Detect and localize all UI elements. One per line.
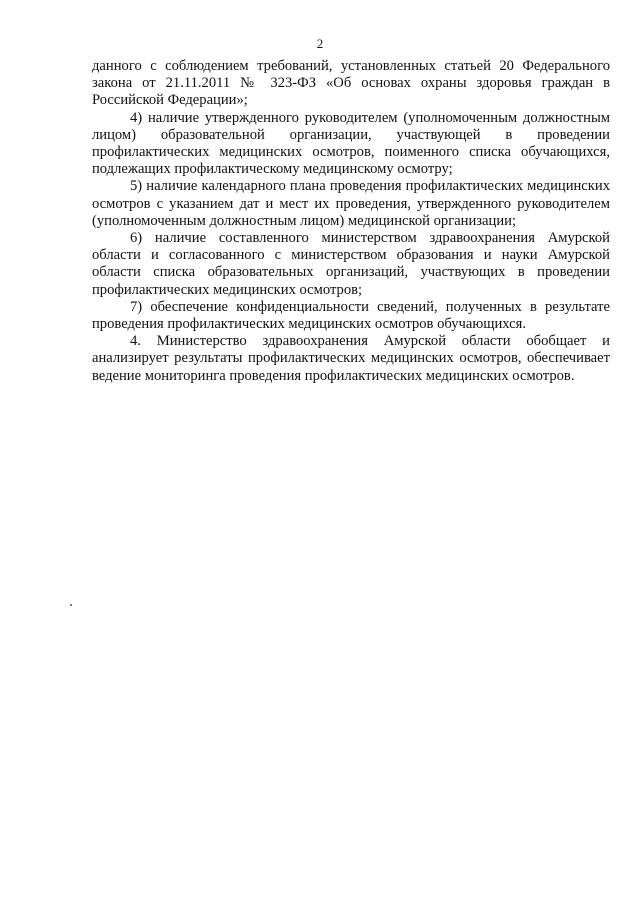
- paragraph-item-5: 5) наличие календарного плана проведения профилактических медицинских осмотров с указанием дат и мест их проведения, утвержденного руководителем (уполномоченным должностным лицом) медицинской организации;: [92, 178, 610, 229]
- page-number: 2: [316, 36, 324, 51]
- paragraph-item-6: 6) наличие составленного министерством здравоохранения Амурской области и согласованного с министерством образования и науки Амурской области списка образовательных организаций, участвующих в проведении профилактических медицинских осмотров;: [92, 230, 610, 298]
- document-body: [92, 58, 610, 385]
- paragraph-item-7: 7) обеспечение конфиденциальности сведений, полученных в результате проведения профилактических медицинских осмотров обучающихся.: [92, 298, 610, 333]
- paragraph-section-4: 4. Министерство здравоохранения Амурской области обобщает и анализирует результаты профилактических медицинских осмотров, обеспечивает ведение мониторинга проведения профилактических медицинских осмотров.: [92, 333, 610, 384]
- scan-speck: [70, 604, 72, 606]
- paragraph-continuation: данного с соблюдением требований, установленных статьей 20 Федерального закона от 21.11.2011 № 323-ФЗ «Об основах охраны здоровья граждан в Российской Федерации»;: [92, 58, 610, 109]
- paragraph-item-4: 4) наличие утвержденного руководителем (уполномоченным должностным лицом) образовательной организации, участвующей в проведении профилактических медицинских осмотров, поименного списка обучающихся, подлежащих профилактическому медицинскому осмотру;: [92, 109, 610, 178]
